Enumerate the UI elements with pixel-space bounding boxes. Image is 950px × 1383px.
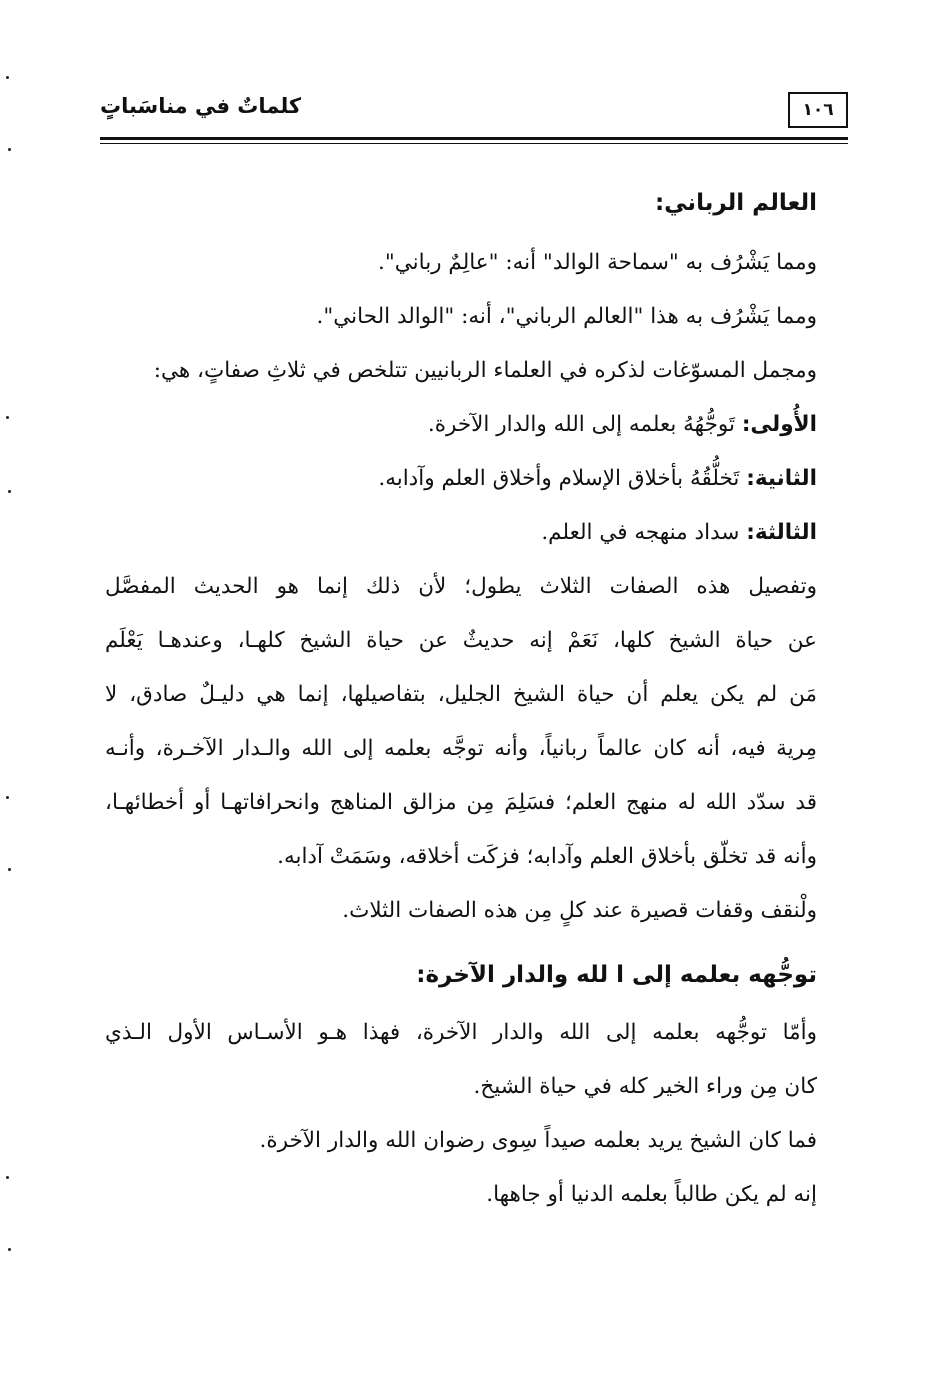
paragraph-line: مِرية فيه، أنه كان عالماً ربانياً، وأنه توجَّه بعلمه إلى الله والـدار الآخـرة، وأنـه xyxy=(105,736,817,761)
list-item xyxy=(105,452,817,506)
running-title: كلماتٌ في مناسَباتٍ xyxy=(100,94,302,118)
list-item-label: الثانية: xyxy=(746,466,817,491)
margin-mark xyxy=(6,76,9,79)
list-item-label: الثالثة: xyxy=(746,520,817,545)
page-number: ١٠٦ xyxy=(788,92,848,128)
paragraph-line: عن حياة الشيخ كلها، نَعَمْ إنه حديثٌ عن حياة الشيخ كلهـا، وعندهـا يَعْلَم xyxy=(105,628,817,653)
paragraph: ولْنقف وقفات قصيرة عند كلٍ مِن هذه الصفات الثلاث. xyxy=(342,898,817,923)
list-item-text: تَخلُّقُهُ بأخلاق الإسلام وأخلاق العلم وآدابه. xyxy=(378,466,740,491)
margin-mark xyxy=(8,1248,11,1251)
margin-mark xyxy=(8,490,11,493)
header-rule-thin xyxy=(100,143,848,144)
paragraph-line: قد سدّد الله له منهج العلم؛ فسَلِمَ مِن مزالق المناهج وانحرافاتهـا أو أخطائهـا، xyxy=(105,790,817,815)
list-item-label: الأُولى: xyxy=(741,412,817,437)
section-heading: توجُّهه بعلمه إلى ا لله والدار الآخرة: xyxy=(416,962,817,988)
margin-mark xyxy=(6,1176,9,1179)
list-item xyxy=(105,506,817,560)
margin-mark xyxy=(6,796,9,799)
margin-mark xyxy=(8,148,11,151)
paragraph-line: كان مِن وراء الخير كله في حياة الشيخ. xyxy=(473,1074,817,1099)
paragraph-line: مَن لم يكن يعلم أن حياة الشيخ الجليل، بتفاصيلها، إنما هي دليـلٌ صادق، لا xyxy=(105,682,817,707)
paragraph-line: وأمّا توجُّهه بعلمه إلى الله والدار الآخرة، فهذا هـو الأسـاس الأول الـذي xyxy=(105,1020,817,1045)
paragraph-line: وتفصيل هذه الصفات الثلاث يطول؛ لأن ذلك إنما هو الحديث المفصَّل xyxy=(105,574,817,599)
margin-mark xyxy=(8,868,11,871)
section-heading: العالم الرباني: xyxy=(654,190,817,216)
paragraph: ومما يَشْرُف به هذا "العالم الرباني"، أنه: "الوالد الحاني". xyxy=(316,304,817,329)
margin-mark xyxy=(6,416,9,419)
paragraph: ومما يَشْرُف به "سماحة الوالد" أنه: "عالِمٌ رباني". xyxy=(378,250,817,275)
paragraph: ومجمل المسوّغات لذكره في العلماء الربانيين تتلخص في ثلاثِ صفاتٍ، هي: xyxy=(153,358,817,383)
header-rule xyxy=(100,137,848,140)
paragraph-line: وأنه قد تخلّق بأخلاق العلم وآدابه؛ فزكَت أخلاقه، وسَمَتْ آدابه. xyxy=(277,844,817,869)
paragraph: فما كان الشيخ يريد بعلمه صيداً سِوى رضوان الله والدار الآخرة. xyxy=(259,1128,817,1153)
list-item-text: سداد منهجه في العلم. xyxy=(541,520,740,545)
page-header xyxy=(100,88,848,136)
list-item xyxy=(105,398,817,452)
body-text xyxy=(105,170,817,1222)
paragraph: إنه لم يكن طالباً بعلمه الدنيا أو جاهها. xyxy=(486,1182,817,1207)
list-item-text: تَوجُّهُهُ بعلمه إلى الله والدار الآخرة. xyxy=(427,412,735,437)
